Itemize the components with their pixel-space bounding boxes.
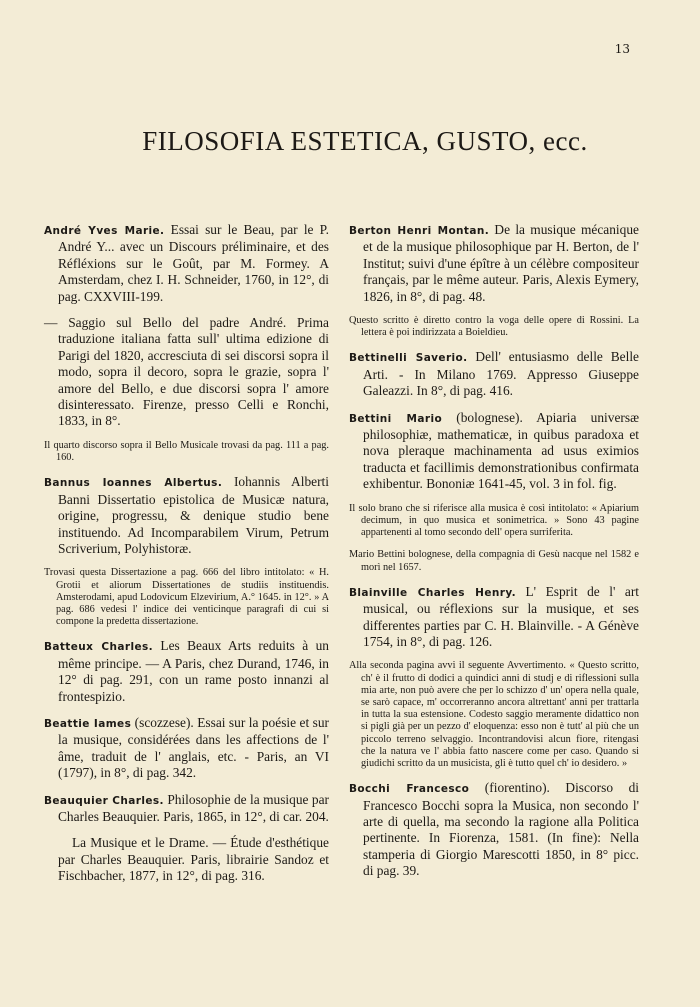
- entry-note: Questo scritto è diretto contro la voga delle opere di Rossini. La lettera è poi indirizzata a Boieldieu.: [349, 315, 639, 339]
- page-number: 13: [614, 42, 630, 56]
- bibliography-entry: [349, 349, 639, 399]
- entry-text: (scozzese). Essai sur la poésie et sur la musique, considérées dans les affections de l' âme, traduit de l' anglais, etc. - Paris, an VI (1797), in 8°, di pag. 342.: [58, 714, 329, 781]
- bibliography-entry: [44, 315, 329, 430]
- entry-note: Trovasi questa Dissertazione a pag. 666 del libro intitolato: « H. Grotii et aliorum Dissertationes de studiis instituendis. Amsterodami, apud Lodovicum Elzevirium, A.° 1645. in 12°. » A pag. 686 vedesi l' indice dei venticinque paragrafi di cui si compone la predetta dissertazione.: [44, 567, 329, 628]
- bibliography-entry: [349, 584, 639, 651]
- entry-author: Beauquier Charles.: [44, 794, 164, 807]
- entry-author: Bannus Ioannes Albertus.: [44, 477, 223, 490]
- entry-author: Batteux Charles.: [44, 641, 153, 654]
- bibliography-entry: [349, 780, 639, 879]
- entry-text: L' Esprit de l' art musical, ou réflexions sur la musique, et ses differentes parties par C. H. Blainville. - A Génève 1754, in 8°, di pag. 126.: [363, 583, 639, 649]
- bibliography-entry: [44, 715, 329, 782]
- sub-entry: La Musique et le Drame. — Étude d'esthétique par Charles Beauquier. Paris, librairie Sandoz et Fischbacher, 1877, in 12°, di pag. 316.: [58, 835, 329, 884]
- entry-text: — Saggio sul Bello del padre André. Prima traduzione italiana fatta sull' ultima edizione di Parigi del 1820, accresciuta di sei discorsi sopra il modo, sopra il decoro, sopra le grazie, sopra l' amore del Bello, e due discorsi sopra l' amore disinteressato. Firenze, presso Celli e Ronchi, 1833, in 8°.: [44, 315, 329, 429]
- entry-text: (fiorentino). Discorso di Francesco Bocchi sopra la Musica, non secondo l' arte di quella, ma secondo la ragione alla Politica pertinente. In Fiorenza, 1581. (In fine): Nella stamperia di Giorgio Marescotti 1850, in 8° picc. di pag. 39.: [363, 780, 639, 879]
- entry-text: (bolognese). Apiaria universæ philosophiæ, mathematicæ, in quibus paradoxa et nova pleraque machinamenta ad usus eximios traducta et facillimis demonstrationibus confirmata exhibentur. Bononiæ 1641-45, vol. 3 in fol. fig.: [363, 409, 640, 492]
- entry-author: Bettinelli Saverio.: [349, 352, 468, 365]
- bibliography-entry: [349, 410, 639, 493]
- bibliography-entry: [44, 638, 329, 705]
- left-column: [44, 222, 329, 895]
- right-column: [349, 222, 639, 890]
- bibliography-entry: [44, 792, 329, 826]
- entry-author: Beattie Iames: [44, 717, 132, 730]
- entry-author: Blainville Charles Henry.: [349, 586, 516, 599]
- entry-note: Il quarto discorso sopra il Bello Musicale trovasi da pag. 111 a pag. 160.: [44, 439, 329, 464]
- bibliography-entry: [44, 222, 329, 305]
- entry-note: Alla seconda pagina avvi il seguente Avvertimento. « Questo scritto, ch' è il frutto di dodici a quindici anni di studj e di riflessioni sulla mia arte, non può avere che per lo schizzo d' un' opera nella quale, se sarò capace, m' occorreranno ancora altrettant' anni per trattarla in tutta la sua estensione. Codesto saggio meramente didattico non si pigli già per un pezzo d' eloquenza: esso non è tutt' al più che un piccolo terreno selvaggio. Incontrandovisi alcun fiore, ritengasi che la natura ve l' abbia fatto nascere come per caso. Quando si giudichi scritto da un musicista, gli è tutto quel ch' io desidero. »: [349, 660, 639, 769]
- entry-note: Mario Bettini bolognese, della compagnia di Gesù nacque nel 1582 e morì nel 1657.: [349, 549, 639, 573]
- entry-author: André Yves Marie.: [44, 225, 165, 237]
- entry-text: De la musique mécanique et de la musique philosophique par H. Berton, de l' Institut; suivi d'une épître à un célèbre compositeur français, par le même auteur. Paris, Alexis Eymery, 1826, in 8°, di pag. 48.: [363, 222, 639, 304]
- entry-note: Il solo brano che si riferisce alla musica è così intitolato: « Apiarium decimum, in quo musica et sonimetrica. » Sono 43 pagine appartenenti al tomo secondo dell' opera surriferita.: [349, 502, 639, 539]
- entry-text: Iohannis Alberti Banni Dissertatio epistolica de Musicæ natura, origine, progressu, & denique studio bene instituendo. Ad Incomparabilem Virum, Petrum Scriverium, Polyhistoræ.: [58, 474, 329, 556]
- page-title: FILOSOFIA ESTETICA, GUSTO, ecc.: [142, 126, 588, 156]
- entry-author: Berton Henri Montan.: [349, 225, 490, 237]
- bibliography-entry: [44, 474, 329, 557]
- bibliography-entry: [349, 222, 639, 305]
- entry-text: Les Beaux Arts reduits à un même principe. — A Paris, chez Durand, 1746, in 12° di pag. 291, con un rame posto innanzi al frontespizio.: [58, 638, 329, 704]
- entry-author: Bocchi Francesco: [349, 783, 470, 796]
- entry-text: Philosophie de la musique par Charles Beauquier. Paris, 1865, in 12°, di car. 204.: [58, 791, 329, 824]
- entry-author: Bettini Mario: [349, 412, 443, 425]
- entry-text: Dell' entusiasmo delle Belle Arti. - In Milano 1769. Appresso Giuseppe Galeazzi. In 8°, di pag. 416.: [363, 349, 639, 399]
- entry-text: Essai sur le Beau, par le P. André Y... avec un Discours préliminaire, et des Réfléxions sur le Goût, par M. Formey. A Amsterdam, chez I. H. Schneider, 1760, in 12°, di pag. CXXVIII-199.: [58, 222, 329, 304]
